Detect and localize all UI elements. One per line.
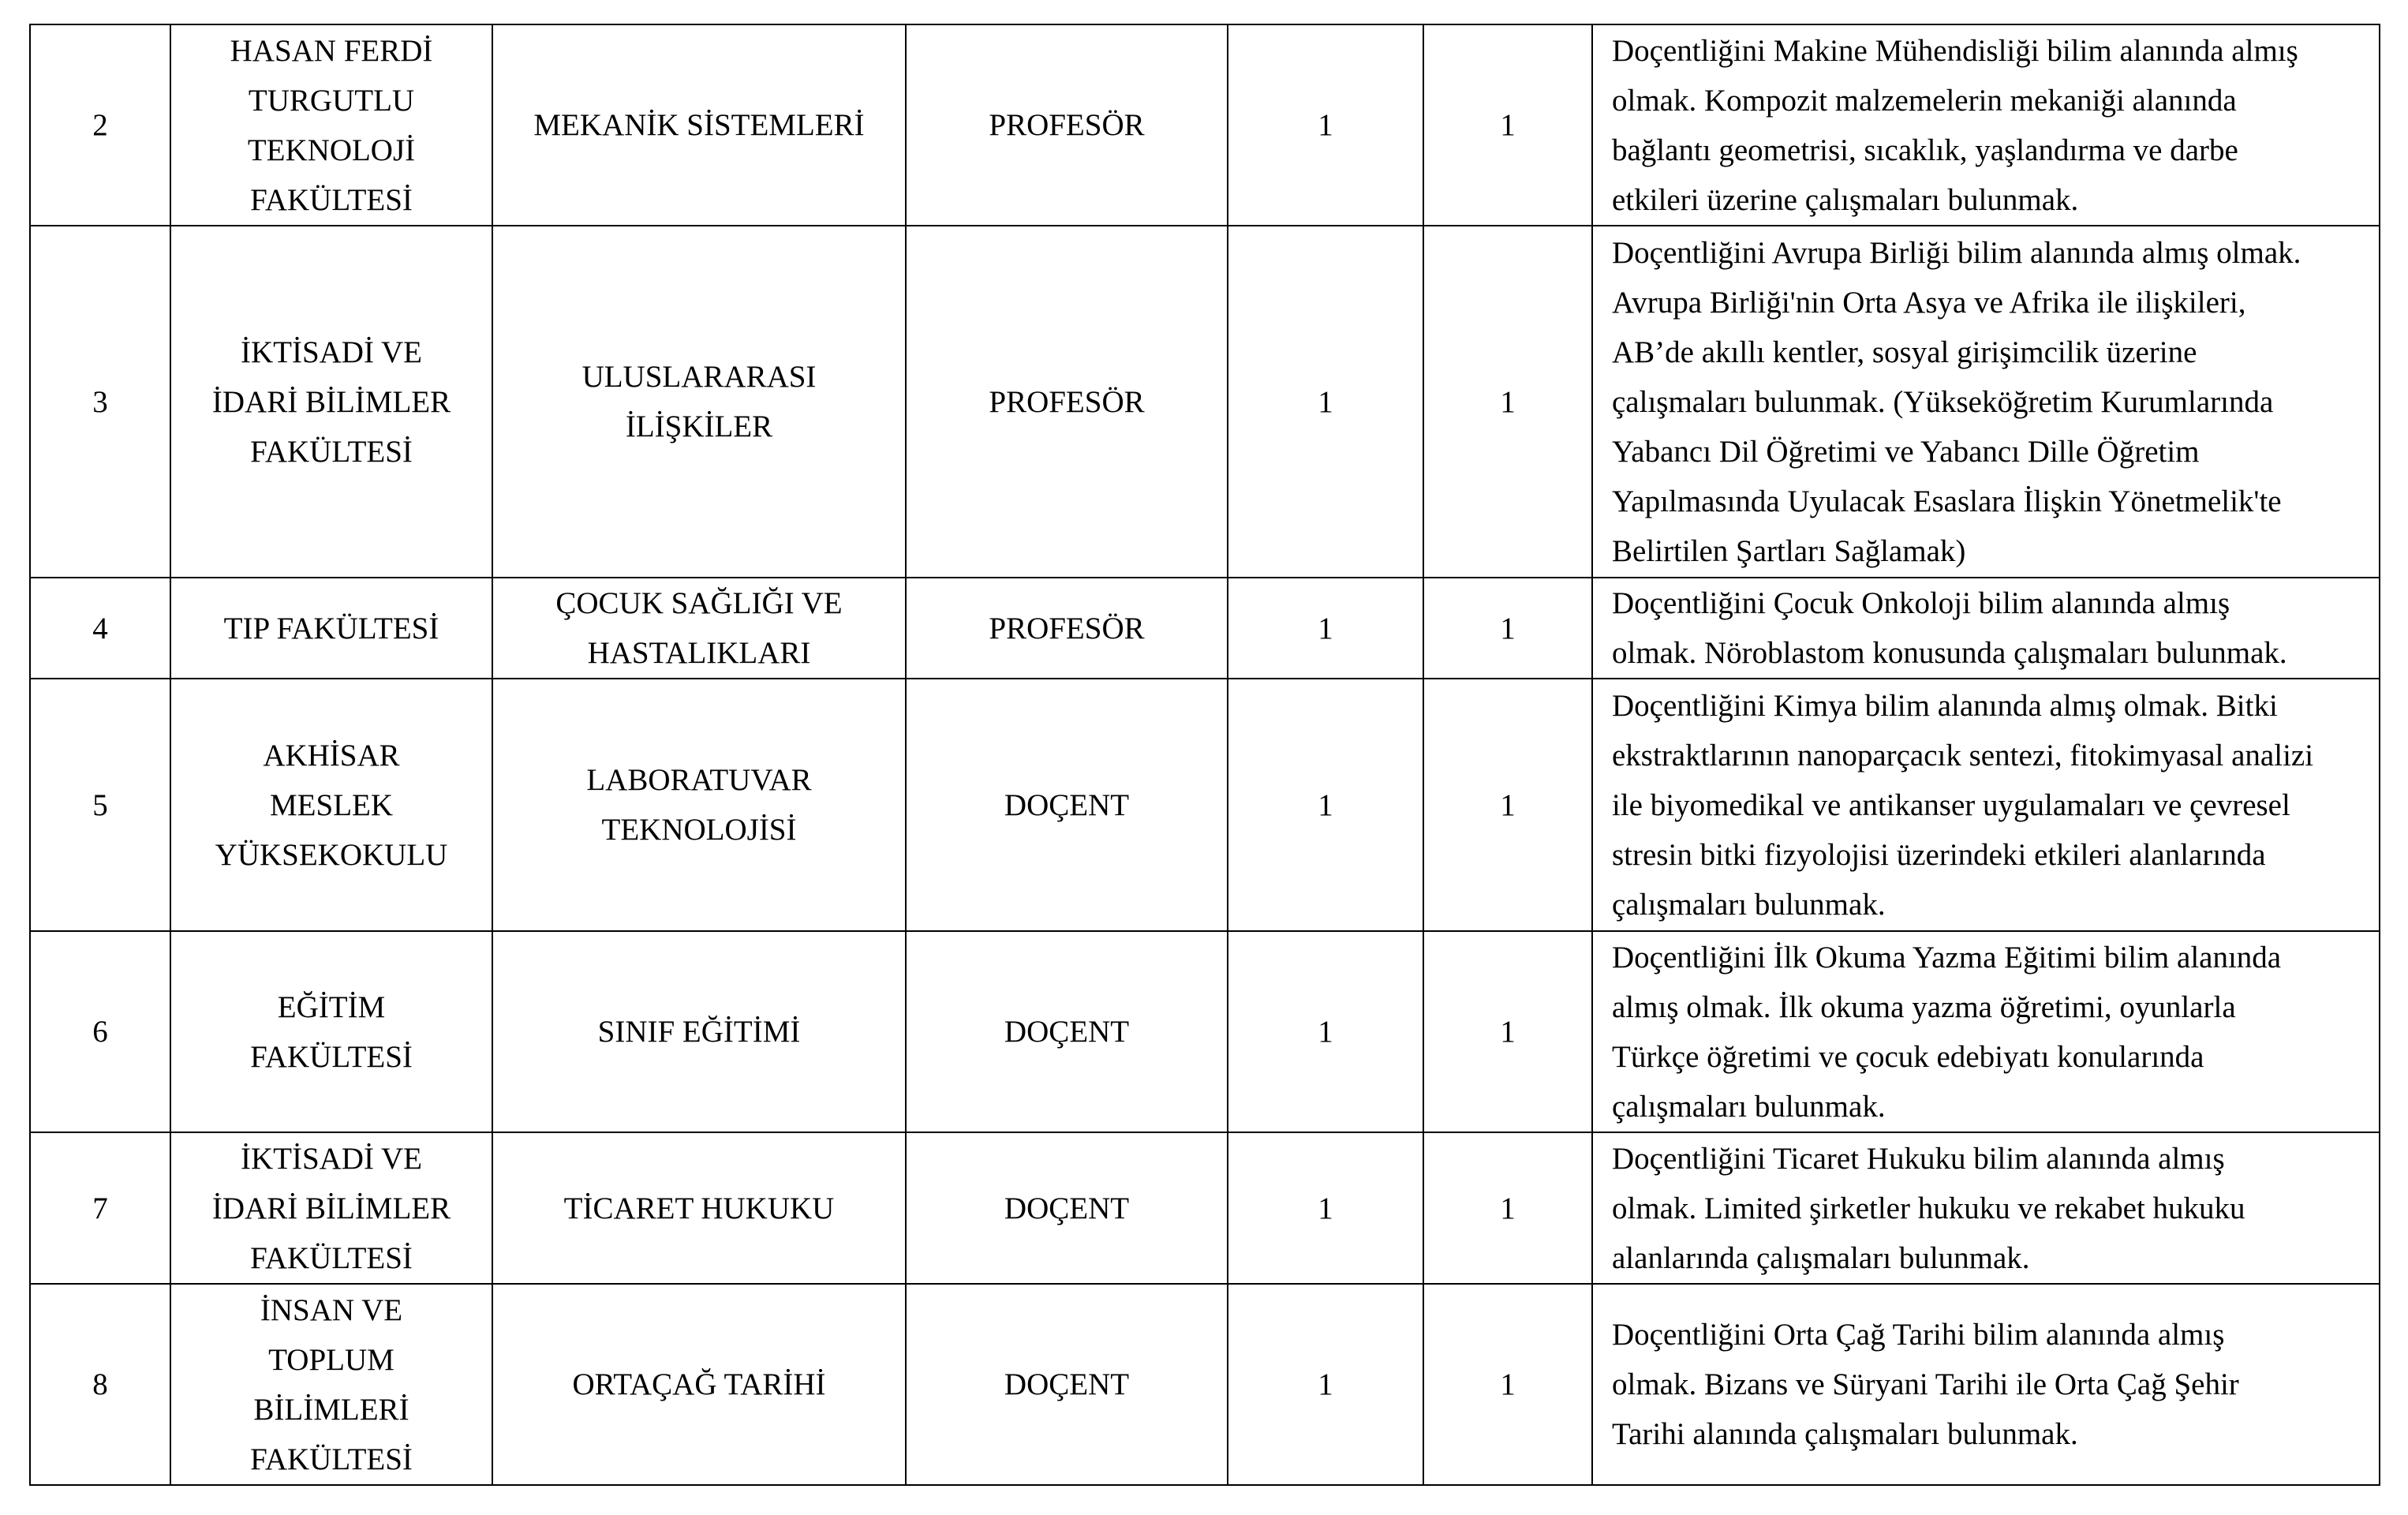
department-cell: [492, 931, 906, 1132]
description-cell: [1592, 1284, 2380, 1485]
cell-text-line: AKHİSAR: [263, 738, 400, 772]
description-cell: [1592, 24, 2380, 226]
description-cell: [1592, 1132, 2380, 1284]
cell-text-line: TOPLUM: [268, 1342, 394, 1377]
position-count-cell: 1: [1228, 578, 1423, 679]
department-cell: [492, 226, 906, 578]
cell-text-line: olmak. Kompozit malzemelerin mekaniği alanında: [1612, 83, 2237, 118]
position-count-cell: 1: [1228, 226, 1423, 578]
cell-text-line: ULUSLARARASI: [581, 360, 817, 394]
cell-text-line: FAKÜLTESİ: [250, 1240, 413, 1275]
cell-text-line: FAKÜLTESİ: [250, 182, 413, 217]
cell-text-line: MESLEK: [270, 787, 393, 822]
row-number-cell: 8: [30, 1284, 170, 1485]
row-number-cell: 6: [30, 931, 170, 1132]
cell-text-line: İDARİ BİLİMLER: [211, 384, 451, 419]
position-count-cell: 1: [1228, 24, 1423, 226]
cell-text-line: İKTİSADİ VE: [240, 335, 422, 369]
description-cell: [1592, 931, 2380, 1132]
table-row: [30, 679, 2380, 931]
row-number-cell: 2: [30, 24, 170, 226]
position-count-cell: 1: [1228, 1284, 1423, 1485]
cell-text-line: olmak. Limited şirketler hukuku ve rekabet hukuku: [1612, 1191, 2245, 1225]
department-cell: [492, 578, 906, 679]
cell-text-line: olmak. Bizans ve Süryani Tarihi ile Orta Çağ Şehir: [1612, 1367, 2239, 1401]
table-row: [30, 1284, 2380, 1485]
cell-text-line: TURGUTLU: [248, 83, 415, 118]
faculty-cell: [170, 578, 492, 679]
title-cell: DOÇENT: [906, 931, 1228, 1132]
title-cell: DOÇENT: [906, 1284, 1228, 1485]
cell-text-line: SINIF EĞİTİMİ: [597, 1015, 801, 1049]
cell-text-line: Doçentliğini Makine Mühendisliği bilim alanında almış: [1612, 33, 2298, 68]
faculty-cell: [170, 24, 492, 226]
faculty-cell: [170, 1284, 492, 1485]
faculty-cell: [170, 226, 492, 578]
faculty-cell: [170, 931, 492, 1132]
row-number-cell: 5: [30, 679, 170, 931]
cell-text-line: Doçentliğini Çocuk Onkoloji bilim alanında almış: [1612, 586, 2230, 620]
degree-cell: 1: [1423, 1284, 1592, 1485]
cell-text-line: TEKNOLOJİ: [247, 133, 416, 167]
position-count-cell: 1: [1228, 1132, 1423, 1284]
cell-text-line: TIP FAKÜLTESİ: [223, 611, 439, 645]
cell-text-line: bağlantı geometrisi, sıcaklık, yaşlandırma ve darbe: [1612, 133, 2238, 167]
cell-text-line: alanlarında çalışmaları bulunmak.: [1612, 1240, 2030, 1275]
cell-text-line: Doçentliğini İlk Okuma Yazma Eğitimi bilim alanında: [1612, 940, 2282, 974]
cell-text-line: Doçentliğini Ticaret Hukuku bilim alanında almış: [1612, 1141, 2225, 1176]
cell-text-line: Avrupa Birliği'nin Orta Asya ve Afrika ile ilişkileri,: [1612, 285, 2246, 320]
degree-cell: 1: [1423, 1132, 1592, 1284]
table-row: [30, 1132, 2380, 1284]
description-cell: [1592, 679, 2380, 931]
description-cell: [1592, 578, 2380, 679]
cell-text-line: EĞİTİM: [277, 989, 386, 1024]
department-cell: [492, 679, 906, 931]
position-count-cell: 1: [1228, 679, 1423, 931]
title-cell: DOÇENT: [906, 679, 1228, 931]
cell-text-line: İNSAN VE: [260, 1292, 403, 1327]
staff-position-table: [29, 24, 2380, 1486]
faculty-cell: [170, 1132, 492, 1284]
cell-text-line: ile biyomedikal ve antikanser uygulamaları ve çevresel: [1612, 787, 2290, 822]
cell-text-line: olmak. Nöroblastom konusunda çalışmaları bulunmak.: [1612, 636, 2287, 670]
cell-text-line: Doçentliğini Kimya bilim alanında almış olmak. Bitki: [1612, 688, 2278, 723]
cell-text-line: Yabancı Dil Öğretimi ve Yabancı Dille Öğretim: [1612, 434, 2200, 469]
cell-text-line: Tarihi alanında çalışmaları bulunmak.: [1612, 1417, 2078, 1451]
cell-text-line: ORTAÇAĞ TARİHİ: [572, 1367, 826, 1401]
cell-text-line: LABORATUVAR: [586, 763, 812, 797]
row-number-cell: 3: [30, 226, 170, 578]
title-cell: DOÇENT: [906, 1132, 1228, 1284]
faculty-cell: [170, 679, 492, 931]
row-number-cell: 4: [30, 578, 170, 679]
description-cell: [1592, 226, 2380, 578]
cell-text-line: ekstraktlarının nanoparçacık sentezi, fitokimyasal analizi: [1612, 738, 2314, 772]
cell-text-line: Türkçe öğretimi ve çocuk edebiyatı konularında: [1612, 1039, 2204, 1074]
cell-text-line: Doçentliğini Avrupa Birliği bilim alanında almış olmak.: [1612, 235, 2301, 270]
table-body: [30, 24, 2380, 1485]
title-cell: PROFESÖR: [906, 24, 1228, 226]
cell-text-line: FAKÜLTESİ: [250, 1039, 413, 1074]
cell-text-line: Belirtilen Şartları Sağlamak): [1612, 533, 1966, 568]
cell-text-line: etkileri üzerine çalışmaları bulunmak.: [1612, 182, 2079, 217]
cell-text-line: HASTALIKLARI: [587, 636, 811, 670]
table-row: [30, 24, 2380, 226]
title-cell: PROFESÖR: [906, 226, 1228, 578]
cell-text-line: FAKÜLTESİ: [250, 1442, 413, 1476]
cell-text-line: HASAN FERDİ: [230, 33, 433, 68]
position-count-cell: 1: [1228, 931, 1423, 1132]
table-row: [30, 578, 2380, 679]
cell-text-line: almış olmak. İlk okuma yazma öğretimi, oyunlarla: [1612, 989, 2236, 1024]
row-number-cell: 7: [30, 1132, 170, 1284]
cell-text-line: İLİŞKİLER: [625, 410, 773, 443]
cell-text-line: TİCARET HUKUKU: [563, 1191, 835, 1225]
cell-text-line: TEKNOLOJİSİ: [601, 813, 797, 847]
cell-text-line: ÇOCUK SAĞLIĞI VE: [555, 586, 843, 620]
department-cell: [492, 1284, 906, 1485]
table-row: [30, 226, 2380, 578]
department-cell: [492, 1132, 906, 1284]
department-cell: [492, 24, 906, 226]
cell-text-line: stresin bitki fizyolojisi üzerindeki etkileri alanlarında: [1612, 837, 2266, 872]
cell-text-line: Yapılmasında Uyulacak Esaslara İlişkin Yönetmelik'te: [1612, 484, 2282, 518]
cell-text-line: AB’de akıllı kentler, sosyal girişimcilik üzerine: [1612, 335, 2197, 369]
cell-text-line: çalışmaları bulunmak.: [1612, 887, 1886, 922]
cell-text-line: BİLİMLERİ: [253, 1392, 409, 1427]
degree-cell: 1: [1423, 226, 1592, 578]
degree-cell: 1: [1423, 679, 1592, 931]
table-row: [30, 931, 2380, 1132]
cell-text-line: FAKÜLTESİ: [250, 434, 413, 469]
cell-text-line: İDARİ BİLİMLER: [211, 1191, 451, 1225]
degree-cell: 1: [1423, 578, 1592, 679]
cell-text-line: YÜKSEKOKULU: [215, 837, 448, 872]
cell-text-line: Doçentliğini Orta Çağ Tarihi bilim alanında almış: [1612, 1318, 2225, 1352]
title-cell: PROFESÖR: [906, 578, 1228, 679]
cell-text-line: İKTİSADİ VE: [240, 1141, 422, 1176]
cell-text-line: çalışmaları bulunmak.: [1612, 1089, 1886, 1124]
degree-cell: 1: [1423, 931, 1592, 1132]
cell-text-line: MEKANİK SİSTEMLERİ: [533, 108, 865, 142]
cell-text-line: çalışmaları bulunmak. (Yükseköğretim Kurumlarında: [1612, 384, 2274, 419]
degree-cell: 1: [1423, 24, 1592, 226]
